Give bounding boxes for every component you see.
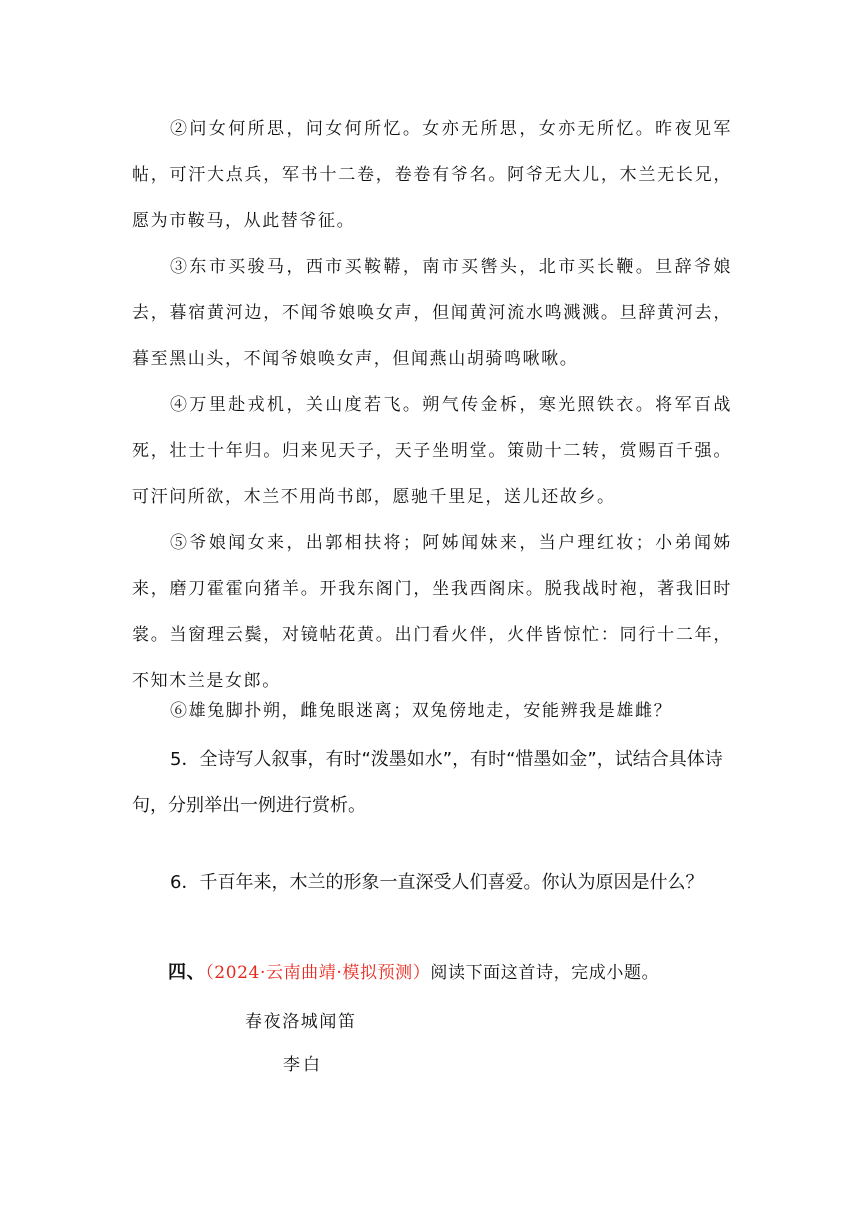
section-instruction: 阅读下面这首诗，完成小题。: [430, 963, 660, 983]
poem-paragraph-4: ④万里赴戎机，关山度若飞。朔气传金柝，寒光照铁衣。将军百战死，壮士十年归。归来见天子，天子坐明堂。策勋十二转，赏赐百千强。可汗问所欲，木兰不用尚书郎，愿驰千里足，送儿还故乡。: [132, 395, 732, 507]
poem-paragraph-5: ⑤爷娘闻女来，出郭相扶将；阿姊闻妹来，当户理红妆；小弟闻姊来，磨刀霍霍向猪羊。开我东阁门，坐我西阁床。脱我战时袍，著我旧时裳。当窗理云鬓，对镜帖花黄。出门看火伴，火伴皆惊忙：同行十二年，不知木兰是女郎。: [132, 533, 732, 691]
question-6: 6．千百年来，木兰的形象一直深受人们喜爱。你认为原因是什么？: [170, 872, 704, 893]
poem-paragraph-2: ②问女何所思，问女何所忆。女亦无所思，女亦无所忆。昨夜见军帖，可汗大点兵，军书十二卷，卷卷有爷名。阿爷无大儿，木兰无长兄，愿为市鞍马，从此替爷征。: [132, 119, 732, 231]
poem-author: 李白: [283, 1055, 323, 1075]
poem-title: 春夜洛城闻笛: [245, 1012, 357, 1032]
poem-paragraph-6: ⑥雄兔脚扑朔，雌兔眼迷离；双兔傍地走，安能辨我是雄雌？: [170, 701, 673, 721]
poem-paragraph-3: ③东市买骏马，西市买鞍鞯，南市买辔头，北市买长鞭。旦辞爷娘去，暮宿黄河边，不闻爷娘唤女声，但闻黄河流水鸣溅溅。旦辞黄河去，暮至黑山头，不闻爷娘唤女声，但闻燕山胡骑鸣啾啾。: [132, 257, 732, 369]
section-number: 四、: [168, 962, 206, 983]
section-4-heading: [168, 950, 768, 996]
question-5: 5．全诗写人叙事，有时“泼墨如水”，有时“惜墨如金”，试结合具体诗句，分别举出一例进行赏析。: [132, 749, 723, 816]
section-source: （2024·云南曲靖·模拟预测）: [205, 963, 431, 983]
